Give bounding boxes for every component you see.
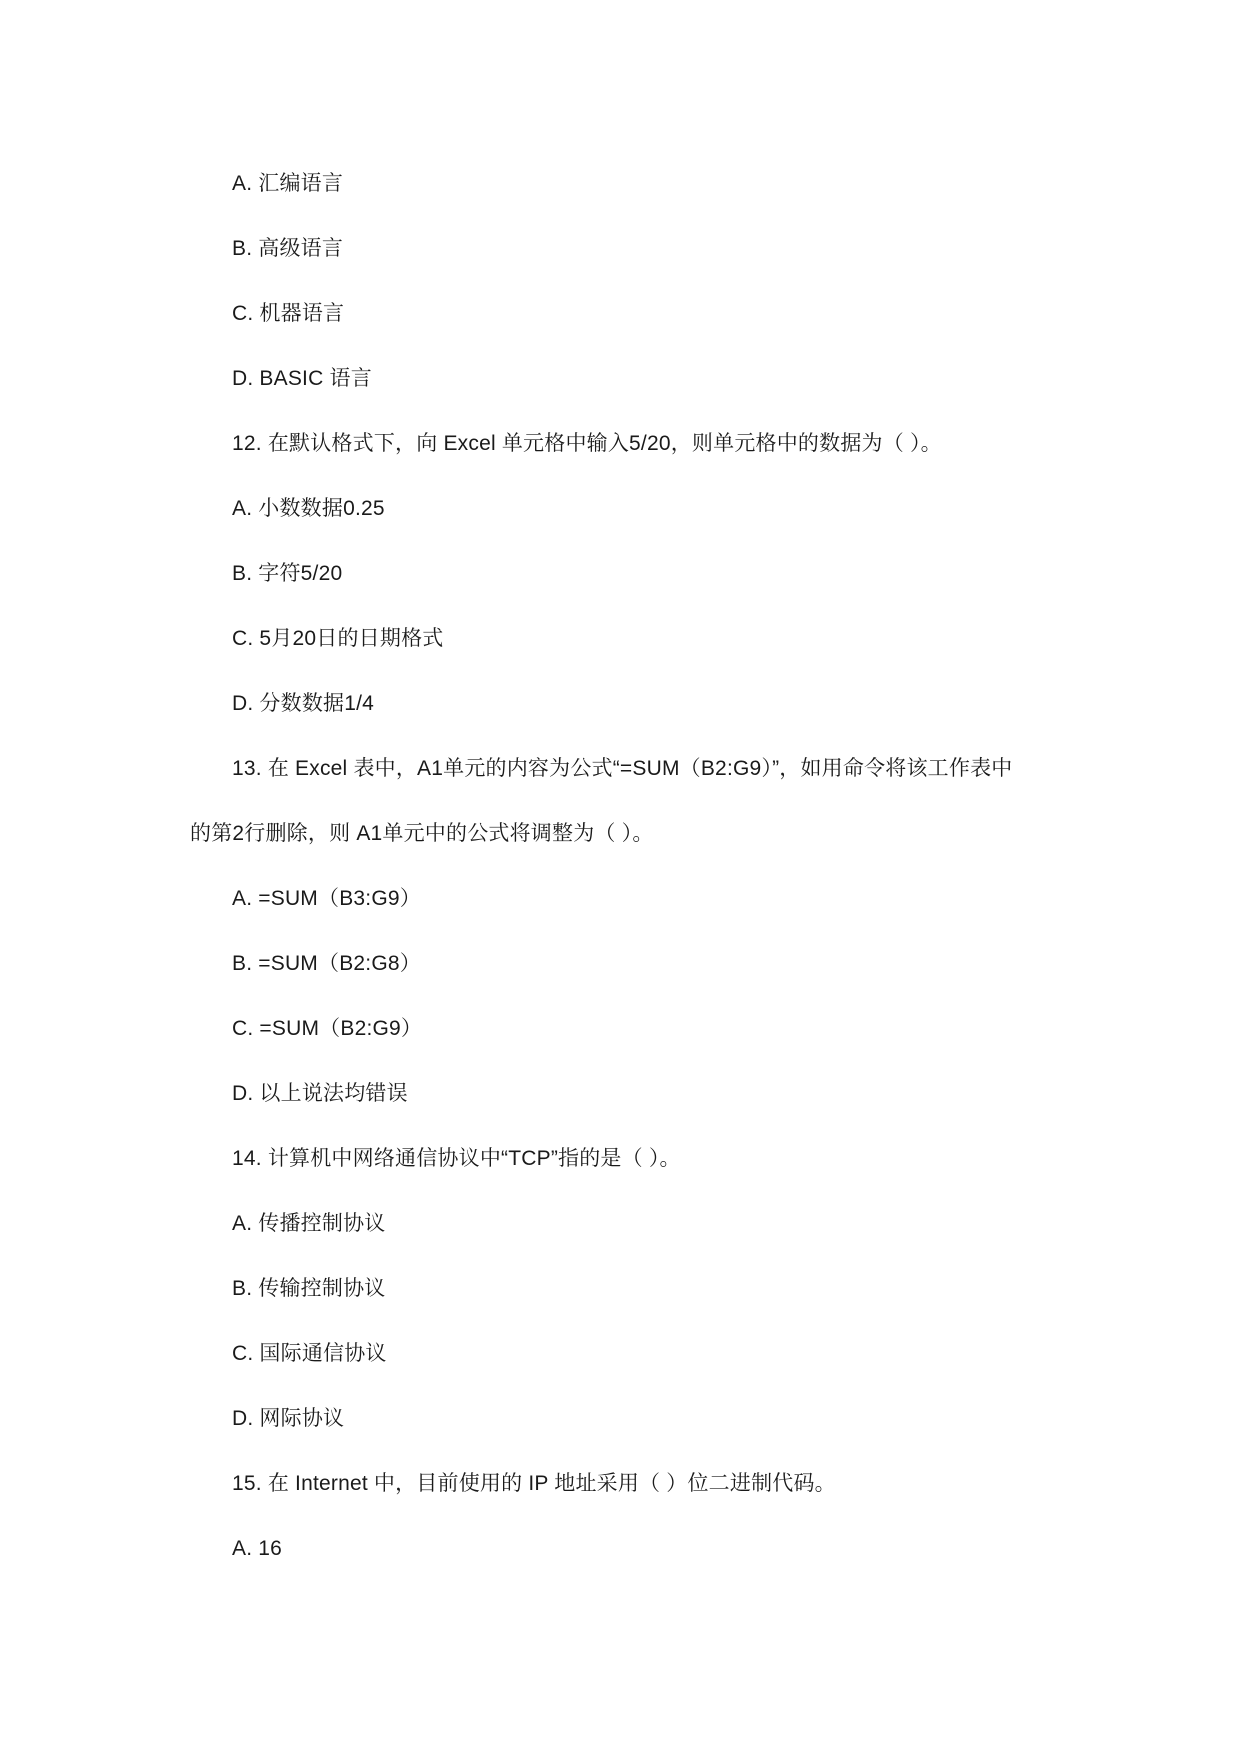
- q14-option-a: A. 传播控制协议: [232, 1212, 386, 1235]
- q11-option-d: D. BASIC 语言: [232, 367, 372, 390]
- q11-option-a: A. 汇编语言: [232, 172, 344, 195]
- q13-option-d: D. 以上说法均错误: [232, 1082, 408, 1105]
- q14-option-c: C. 国际通信协议: [232, 1342, 387, 1365]
- question-13-continued: 的第2行删除，则 A1单元中的公式将调整为（ ）。: [190, 822, 654, 845]
- question-12: 12. 在默认格式下，向 Excel 单元格中输入5/20，则单元格中的数据为（ ）。: [232, 432, 942, 455]
- q12-option-c: C. 5月20日的日期格式: [232, 627, 444, 650]
- q14-option-b: B. 传输控制协议: [232, 1277, 386, 1300]
- q13-option-b: B. =SUM（B2:G8）: [232, 952, 421, 975]
- question-14: 14. 计算机中网络通信协议中“TCP”指的是（ ）。: [232, 1147, 681, 1170]
- q14-option-d: D. 网际协议: [232, 1407, 345, 1430]
- q11-option-b: B. 高级语言: [232, 237, 344, 260]
- q11-option-c: C. 机器语言: [232, 302, 345, 325]
- q15-option-a: A. 16: [232, 1537, 283, 1560]
- q12-option-d: D. 分数数据1/4: [232, 692, 375, 715]
- q12-option-a: A. 小数数据0.25: [232, 497, 385, 520]
- q13-option-a: A. =SUM（B3:G9）: [232, 887, 421, 910]
- q12-option-b: B. 字符5/20: [232, 562, 343, 585]
- q13-option-c: C. =SUM（B2:G9）: [232, 1017, 423, 1040]
- question-13: 13. 在 Excel 表中，A1单元的内容为公式“=SUM（B2:G9）”，如用命令将该工作表中: [232, 757, 1013, 780]
- question-15: 15. 在 Internet 中，目前使用的 IP 地址采用（ ）位二进制代码。: [232, 1472, 836, 1495]
